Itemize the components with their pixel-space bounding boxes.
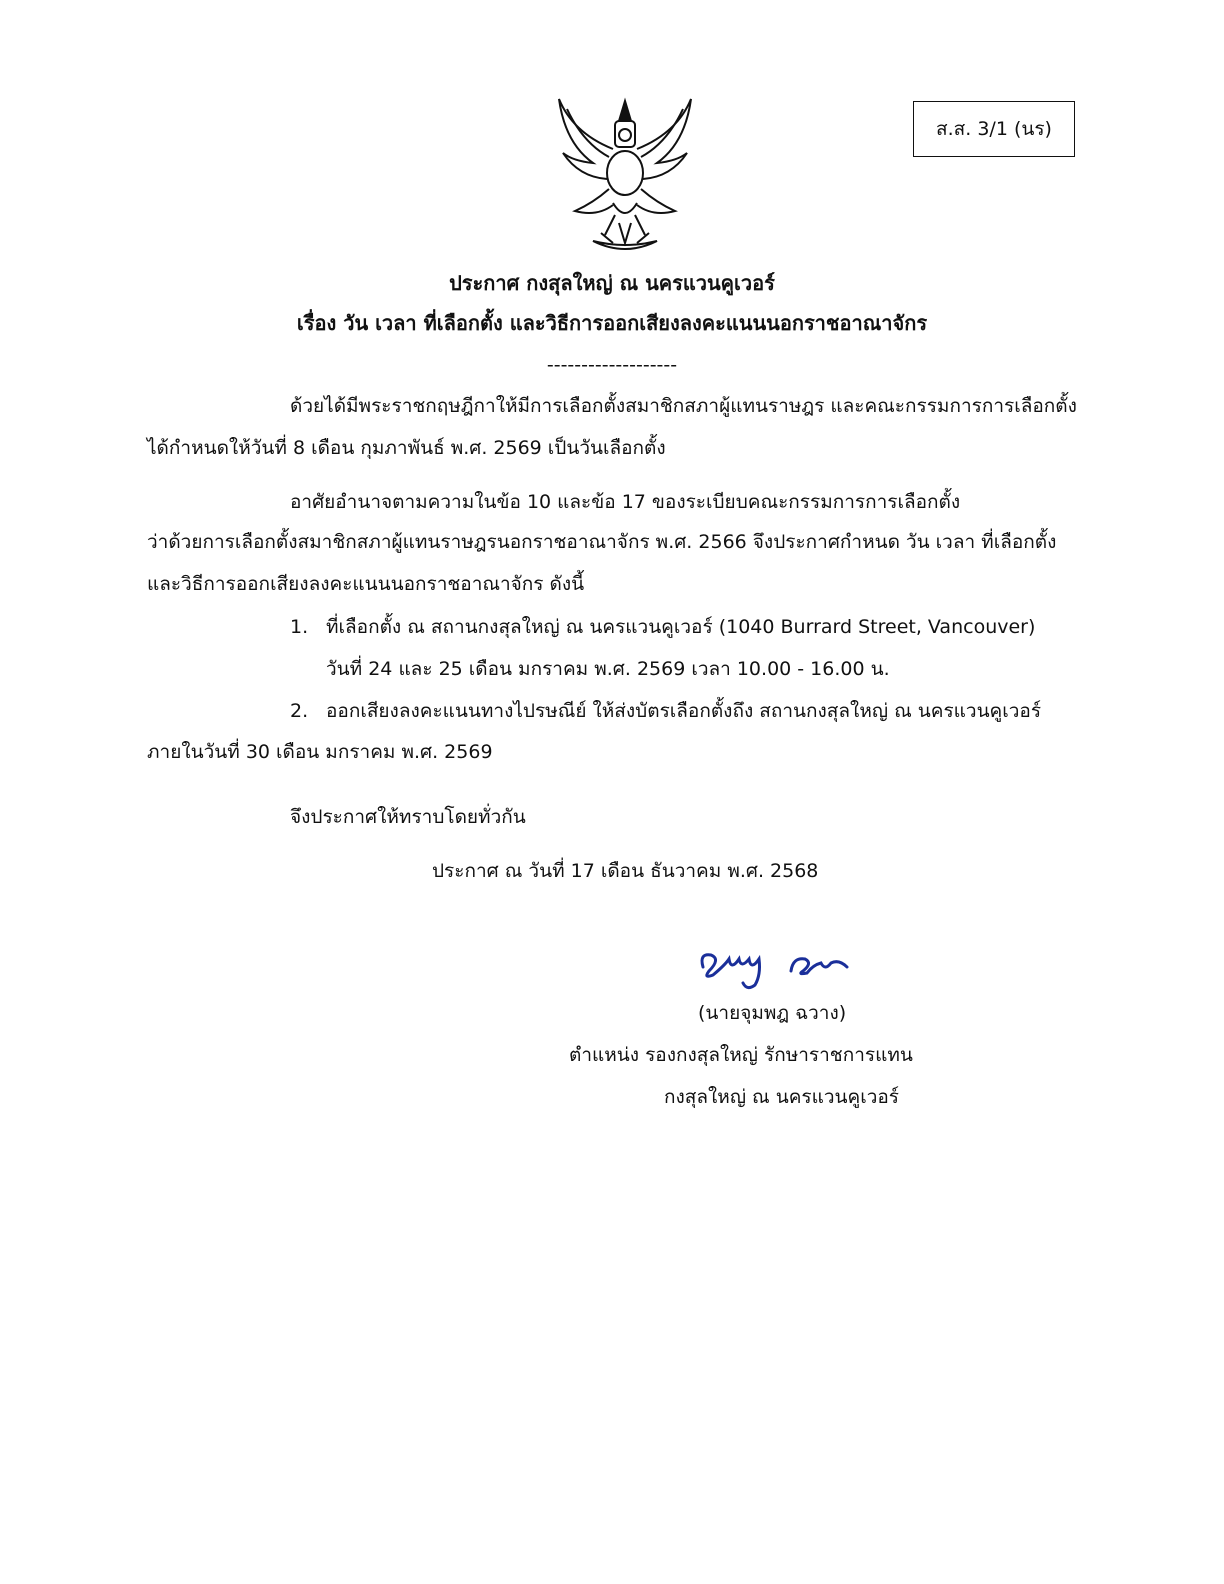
- item-2-line1: ออกเสียงลงคะแนนทางไปรษณีย์ ให้ส่งบัตรเลือกตั้งถึง สถานกงสุลใหญ่ ณ นครแวนคูเวอร์: [326, 700, 1042, 722]
- para2-line1: อาศัยอำนาจตามความในข้อ 10 และข้อ 17 ของระเบียบคณะกรรมการการเลือกตั้ง: [290, 491, 961, 513]
- divider: -------------------: [546, 354, 678, 376]
- signatory-position-line2: กงสุลใหญ่ ณ นครแวนคูเวอร์: [664, 1086, 900, 1108]
- announcement-date: ประกาศ ณ วันที่ 17 เดือน ธันวาคม พ.ศ. 2568: [432, 860, 819, 882]
- form-code-box: ส.ส. 3/1 (นร): [913, 101, 1075, 157]
- signature: [695, 945, 855, 995]
- para2-line3: และวิธีการออกเสียงลงคะแนนนอกราชอาณาจักร ดังนี้: [147, 573, 585, 595]
- closing-text: จึงประกาศให้ทราบโดยทั่วกัน: [290, 806, 526, 828]
- para2-line2: ว่าด้วยการเลือกตั้งสมาชิกสภาผู้แทนราษฎรนอกราชอาณาจักร พ.ศ. 2566 จึงประกาศกำหนด วัน เวลา ที่เลือกตั้ง: [147, 531, 1057, 553]
- signatory-name: (นายจุมพฎ ฉวาง): [698, 1002, 847, 1024]
- announcement-subject: เรื่อง วัน เวลา ที่เลือกตั้ง และวิธีการออกเสียงลงคะแนนนอกราชอาณาจักร: [296, 311, 928, 335]
- item-1-line2: วันที่ 24 และ 25 เดือน มกราคม พ.ศ. 2569 เวลา 10.00 - 16.00 น.: [326, 658, 890, 680]
- item-1-line1: ที่เลือกตั้ง ณ สถานกงสุลใหญ่ ณ นครแวนคูเวอร์ (1040 Burrard Street, Vancouver): [326, 616, 1036, 638]
- item-2-line2: ภายในวันที่ 30 เดือน มกราคม พ.ศ. 2569: [147, 741, 493, 763]
- garuda-emblem: [553, 93, 697, 257]
- item-1-number: 1.: [290, 616, 309, 638]
- para1-line2: ได้กำหนดให้วันที่ 8 เดือน กุมภาพันธ์ พ.ศ. 2569 เป็นวันเลือกตั้ง: [147, 437, 666, 459]
- announcement-title: ประกาศ กงสุลใหญ่ ณ นครแวนคูเวอร์: [449, 271, 775, 295]
- signatory-position-line1: ตำแหน่ง รองกงสุลใหญ่ รักษาราชการแทน: [569, 1044, 913, 1066]
- para1-line1: ด้วยได้มีพระราชกฤษฎีกาให้มีการเลือกตั้งสมาชิกสภาผู้แทนราษฎร และคณะกรรมการการเลือกตั้ง: [290, 395, 1077, 417]
- item-2-number: 2.: [290, 700, 309, 722]
